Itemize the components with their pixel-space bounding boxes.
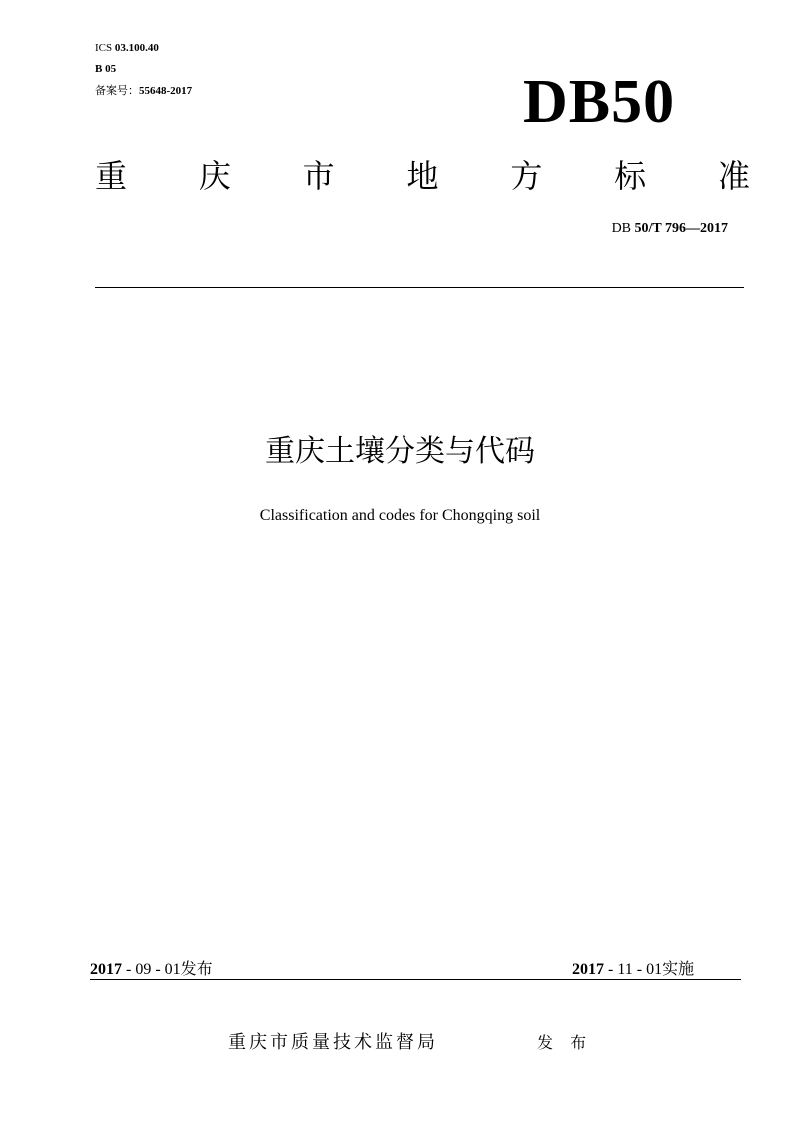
publish-month-day: - 09 - 01 (126, 961, 181, 978)
implement-label: 实施 (662, 959, 695, 978)
top-divider (95, 287, 744, 288)
ics-label: ICS (95, 42, 113, 54)
implement-date (572, 958, 694, 981)
title-english: Classification and codes for Chongqing soil (259, 507, 541, 524)
issuing-authority: 重庆市质量技术监督局 (228, 1032, 438, 1053)
standard-type (95, 156, 750, 196)
classification-code: B 05 (95, 63, 117, 75)
registration-number: 55648-2017 (139, 85, 193, 97)
standard-number-line (612, 220, 728, 238)
publish-year: 2017 (90, 961, 122, 978)
registration-line (95, 84, 192, 98)
ics-code: 03.100.40 (114, 42, 159, 54)
implement-year: 2017 (572, 961, 604, 978)
publish-date (90, 958, 213, 981)
standard-type-char: 重 (95, 157, 128, 195)
ics-line (95, 42, 159, 55)
standard-type-char: 庆 (198, 157, 231, 195)
standard-number: 50/T 796—2017 (634, 221, 728, 236)
title-chinese: 重庆土壤分类与代码 (265, 434, 535, 469)
bottom-divider (90, 979, 741, 980)
standard-type-char: 准 (717, 157, 750, 195)
standard-type-char: 市 (302, 157, 335, 195)
registration-label: 备案号： (95, 84, 139, 97)
issue-word: 发 布 (537, 1033, 593, 1052)
publish-label: 发布 (180, 959, 213, 978)
db-logo: DB50 (523, 68, 676, 136)
standard-prefix: DB (611, 221, 632, 236)
standard-type-char: 标 (614, 157, 647, 195)
standard-type-char: 方 (510, 157, 543, 195)
standard-type-char: 地 (406, 157, 439, 195)
implement-month-day: - 11 - 01 (608, 961, 663, 978)
